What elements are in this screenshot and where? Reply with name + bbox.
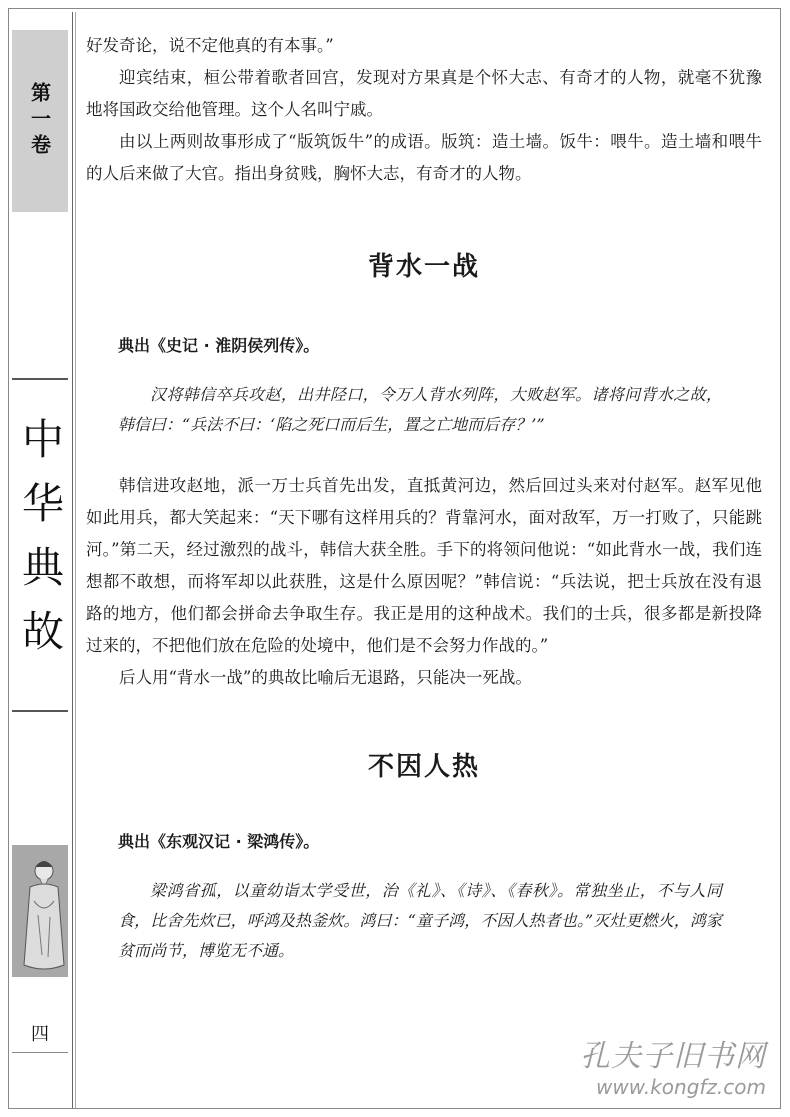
watermark — [580, 1031, 766, 1099]
intro-paragraph: 由以上两则故事形成了“版筑饭牛”的成语。版筑：造土墙。饭牛：喂牛。造土墙和喂牛的人后来做了大官。指出身贫贱，胸怀大志，有奇才的人物。 — [86, 132, 762, 183]
story-source: 典出《史记 · 淮阴侯列传》。 — [118, 336, 320, 355]
series-title: 中华典故 — [16, 417, 65, 673]
story-title: 不因人热 — [367, 752, 480, 782]
intro-paragraph: 好发奇论，说不定他真的有本事。” — [86, 36, 334, 55]
watermark-text: 孔夫子旧书网 — [580, 1039, 766, 1074]
portrait-drawing — [12, 845, 68, 977]
sidebar-divider-secondary — [75, 12, 76, 1108]
page-frame-right — [780, 8, 781, 1109]
page-frame-top — [8, 8, 780, 9]
page-number-divider — [12, 1052, 68, 1053]
volume-block — [12, 30, 68, 212]
sidebar-divider — [72, 12, 73, 1108]
classical-quote: 汉将韩信卒兵攻赵，出井陉口，令万人背水列阵，大败赵军。诸将问背水之故，韩信曰：“兵法不曰：‘陷之死口而后生，置之亡地而后存？’” — [118, 385, 722, 434]
volume-label: 第一卷 — [27, 82, 52, 160]
watermark-url: www.kongfz.com — [596, 1075, 766, 1099]
story-paragraph: 韩信进攻赵地，派一万士兵首先出发，直抵黄河边，然后回过头来对付赵军。赵军见他如此用兵，都大笑起来：“天下哪有这样用兵的？背靠河水，面对敌军，万一打败了，只能跳河。”第二天，经过激烈的战斗，韩信大获全胜。手下的将领问他说：“如此背水一战，我们连想都不敢想，而将军却以此获胜，这是什么原因呢？”韩信说：“兵法说，把士兵放在没有退路的地方，他们都会拼命去争取生存。我正是用的这种战术。我们的士兵，很多都是新投降过来的，不把他们放在危险的处境中，他们是不会努力作战的。” — [86, 476, 762, 655]
sage-portrait-icon — [12, 845, 68, 977]
sidebar — [12, 30, 68, 1108]
intro-paragraph: 迎宾结束，桓公带着歌者回宫，发现对方果真是个怀大志、有奇才的人物，就毫不犹豫地将国政交给他管理。这个人名叫宁戚。 — [86, 68, 762, 119]
classical-quote: 梁鸿省孤，以童幼诣太学受世，治《礼》、《诗》、《春秋》。常独坐止，不与人同食，比舍先炊已，呼鸿及热釜炊。鸿曰：“童子鸿，不因人热者也。”灭灶更燃火，鸿家贫而尚节，博览无不通。 — [118, 881, 722, 960]
page-number: 四 — [31, 1024, 49, 1045]
page-content — [86, 30, 762, 966]
series-title-block — [12, 378, 68, 712]
story-source: 典出《东观汉记 · 梁鸿传》。 — [118, 832, 320, 851]
page-frame-left — [8, 8, 9, 1109]
story-title: 背水一战 — [367, 252, 480, 282]
story-paragraph: 后人用“背水一战”的典故比喻后无退路，只能决一死战。 — [119, 668, 532, 687]
page-frame-bottom — [8, 1108, 780, 1109]
